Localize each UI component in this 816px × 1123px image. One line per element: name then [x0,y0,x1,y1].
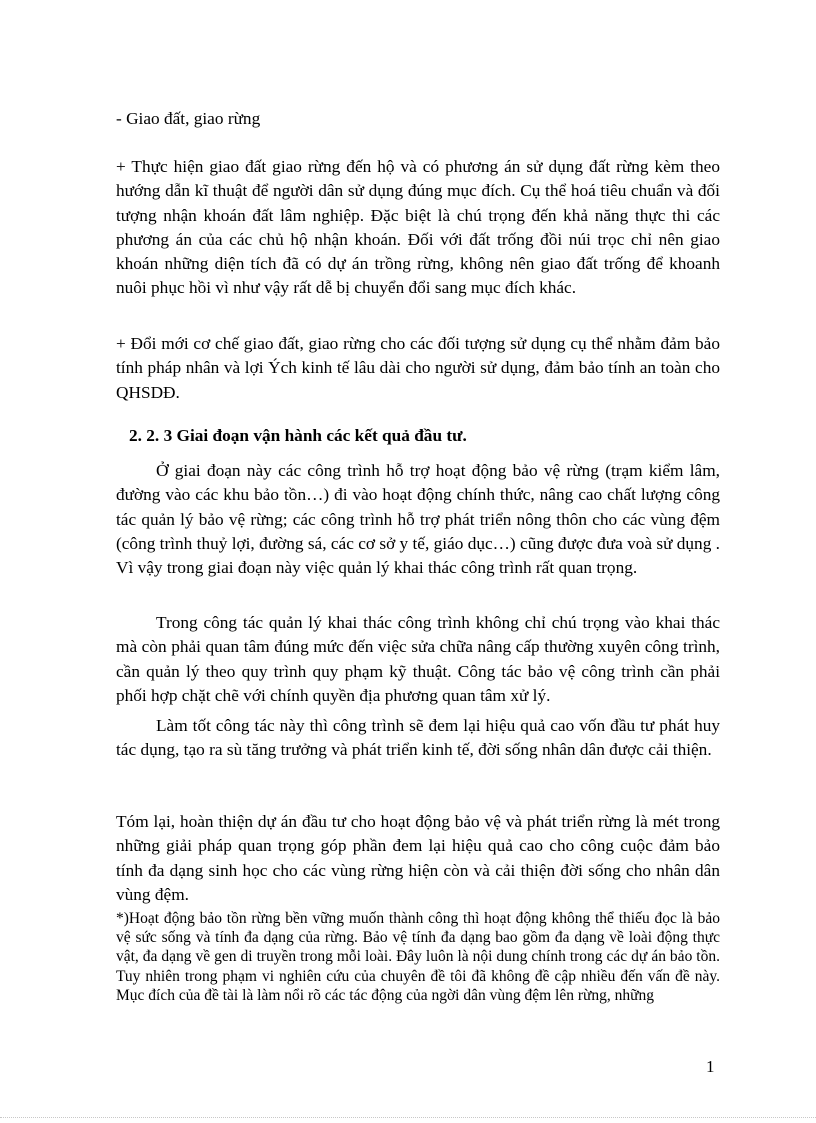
paragraph-effectiveness: Làm tốt công tác này thì công trình sẽ đem lại hiệu quả cao vốn đầu tư phát huy tác dụng, tạo ra sù tăng trưởng và phát triển kinh tế, đời sống nhân dân được cải thiện. [116,716,720,760]
footnote: *)Hoạt động bảo tồn rừng bền vững muốn thành công thì hoạt động không thể thiếu đọc là bảo vệ sức sống và tính đa dạng của rừng. Bảo vệ tính đa dạng bao gồm đa dạng về loài động thực vật, đa dạng về gen di truyền trong mỗi loài. Đây luôn là nội dung chính trong các dự án bảo tồn. Tuy nhiên trong phạm vi nghiên cứu của chuyên đề tôi đã không đề cập nhiều đến vấn đề này. Mục đích của đề tài là làm nổi rõ các tác động của ngời dân vùng đệm lên rừng, những [116,910,720,1004]
page-bottom-divider [0,1117,816,1118]
section-heading: 2. 2. 3 Giai đoạn vận hành các kết quả đầu tư. [129,426,467,445]
paragraph-land-allocation-label: - Giao đất, giao rừng [116,109,261,128]
paragraph-operation-stage: Ở giai đoạn này các công trình hỗ trợ hoạt động bảo vệ rừng (trạm kiểm lâm, đường vào các khu bảo tồn…) đi vào hoạt động chính thức, nâng cao chất lượng công tác quản lý bảo vệ rừng; các công trình hỗ trợ phát triển nông thôn cho các vùng đệm (công trình thuỷ lợi, đường sá, các cơ sở y tế, giáo dục…) cũng được đưa voà sử dụng . Vì vậy trong giai đoạn này việc quản lý khai thác công trình rất quan trọng. [116,461,720,578]
page-number: 1 [706,1057,715,1076]
paragraph-conclusion: Tóm lại, hoàn thiện dự án đầu tư cho hoạt động bảo vệ và phát triển rừng là mét trong những giải pháp quan trọng góp phần đem lại hiệu quả cao cho công cuộc đảm bảo tính đa dạng sinh học cho các vùng rừng hiện còn và cải thiện đời sống cho nhân dân vùng đệm. [116,812,720,904]
paragraph-mechanism-renewal: + Đổi mới cơ chế giao đất, giao rừng cho các đối tượng sử dụng cụ thể nhằm đảm bảo tính pháp nhân và lợi Ých kinh tế lâu dài cho người sử dụng, đảm bảo tính an toàn cho QHSDĐ. [116,334,720,402]
paragraph-management: Trong công tác quản lý khai thác công trình không chỉ chú trọng vào khai thác mà còn phải quan tâm đúng mức đến việc sửa chữa nâng cấp thường xuyên công trình, cần quản lý theo quy trình quy phạm kỹ thuật. Công tác bảo vệ công trình cần phải phối hợp chặt chẽ với chính quyền địa phương quan tâm xử lý. [116,613,720,705]
paragraph-land-allocation-implementation: + Thực hiện giao đất giao rừng đến hộ và có phương án sử dụng đất rừng kèm theo hướng dẫn kĩ thuật để người dân sử dụng đúng mục đích. Cụ thể hoá tiêu chuẩn và đối tượng nhận khoán đất lâm nghiệp. Đặc biệt là chú trọng đến khả năng thực thi các phương án của các chủ hộ nhận khoán. Đối với đất trống đồi núi trọc chỉ nên giao khoán những diện tích đã có dự án trồng rừng, không nên giao đất trống để khoanh nuôi phục hồi vì như vậy rất dễ bị chuyển đổi sang mục đích khác. [116,157,720,298]
